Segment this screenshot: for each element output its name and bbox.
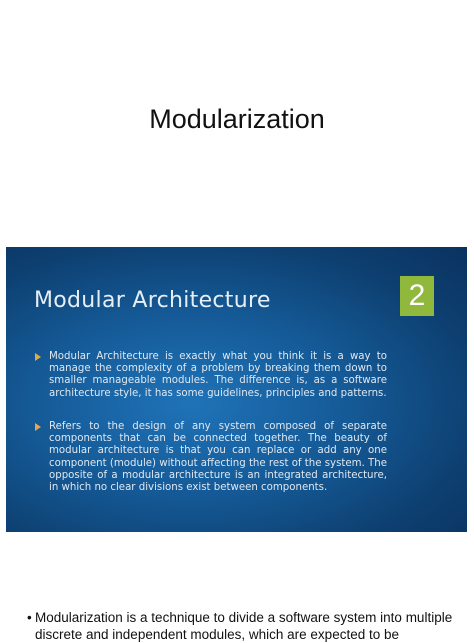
body-paragraph-text: Modularization is a technique to divide a software system into multiple discrete and independent modules, which are expected to be — [35, 610, 453, 642]
slide-heading: Modular Architecture — [34, 288, 271, 313]
body-paragraph — [27, 609, 465, 643]
slide-image — [6, 247, 467, 532]
slide-bullet — [49, 351, 387, 400]
bullet-arrow-icon — [35, 353, 41, 361]
bullet-dot-icon: • — [27, 610, 32, 625]
bullet-arrow-icon — [35, 423, 41, 431]
slide-number-badge: 2 — [400, 276, 434, 316]
slide-bullet-text: Refers to the design of any system composed of separate components that can be connected together. The beauty of modular architecture is that you can replace or add any one component (module) without affecting the rest of the system. The opposite of a modular architecture is an integrated architecture, in which no clear divisions exist between components. — [49, 421, 387, 494]
page-title: Modularization — [149, 104, 325, 134]
slide-bullet-text: Modular Architecture is exactly what you think it is a way to manage the complexity of a problem by breaking them down to smaller manageable modules. The difference is, as a software architecture style, it has some guidelines, principles and patterns. — [49, 351, 387, 399]
slide-bullet — [49, 421, 387, 494]
